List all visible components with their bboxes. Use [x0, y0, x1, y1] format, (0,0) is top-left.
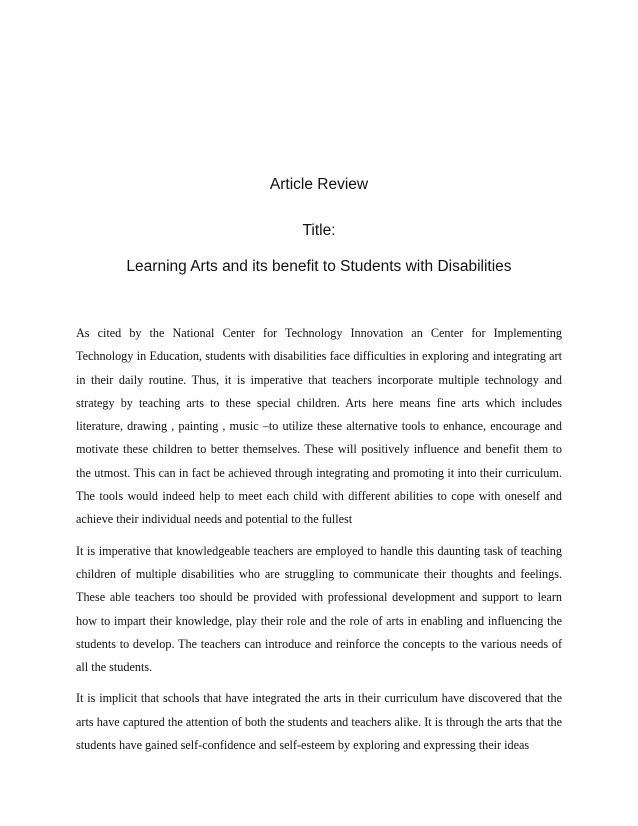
paragraph-2: It is imperative that knowledgeable teachers are employed to handle this daunting task of teaching children of multiple disabilities who are struggling to communicate their thoughts and feelings. These able teachers too should be provided with professional development and support to learn how to impart their knowledge, play their role and the role of arts in enabling and influencing the students to develop. The teachers can introduce and reinforce the concepts to the various needs of all the students.	[76, 543, 562, 675]
paragraph-1: As cited by the National Center for Technology Innovation an Center for Implementing Technology in Education, students with disabilities face difficulties in exploring and integrating art in their daily routine. Thus, it is imperative that teachers incorporate multiple technology and strategy by teaching arts to these special children. Arts here means fine arts which includes literature, drawing , painting , music –to utilize these alternative tools to enhance, encourage and motivate these children to better themselves. These will positively influence and benefit them to the utmost. This can in fact be achieved through integrating and promoting it into their curriculum. The tools would indeed help to meet each child with different abilities to cope with oneself and achieve their individual needs and potential to the fullest	[76, 326, 562, 527]
article-title: Learning Arts and its benefit to Students with Disabilities	[126, 258, 512, 275]
article-body	[76, 322, 562, 765]
document-heading: Article Review	[269, 176, 369, 193]
paragraph-3: It is implicit that schools that have integrated the arts in their curriculum have discovered that the arts have captured the attention of both the students and teachers alike. It is through the arts that the students have gained self-confidence and self-esteem by exploring and expressing their ideas	[76, 691, 562, 753]
title-label: Title:	[302, 222, 336, 239]
